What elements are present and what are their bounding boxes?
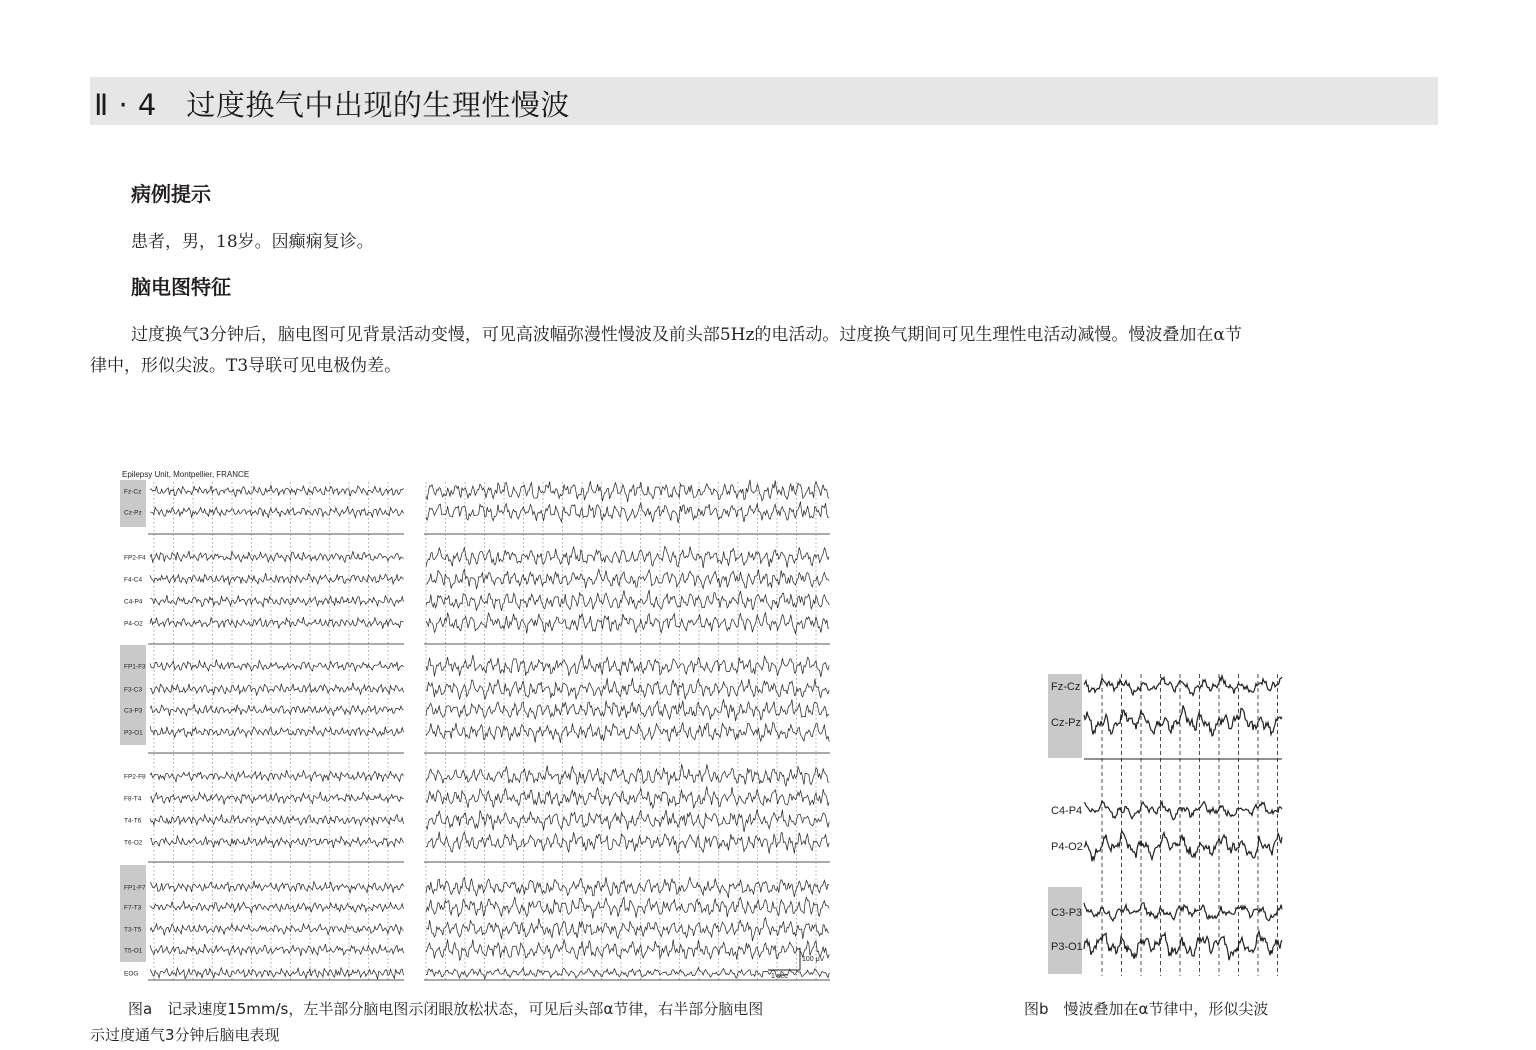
channel-label: C3-P3 [124, 707, 143, 715]
trace-right [426, 787, 829, 809]
trace-left [150, 704, 404, 716]
label-block-1 [1048, 887, 1082, 974]
trace-left [150, 924, 404, 936]
trace [1084, 931, 1282, 960]
channel-label: T5-O1 [124, 947, 143, 955]
label-block-0 [120, 480, 146, 527]
trace-right [426, 832, 829, 854]
trace-left [150, 573, 404, 585]
channel-label: T4-T6 [124, 817, 142, 825]
channel-label: Fz-Cz [124, 488, 142, 496]
channel-label: EOG [124, 970, 139, 978]
trace-right [426, 764, 829, 786]
channel-label: Cz-Pz [124, 509, 142, 517]
trace-right [426, 897, 829, 919]
trace-left [150, 836, 404, 848]
trace [1084, 801, 1282, 820]
trace-left [150, 682, 404, 695]
trace-right [426, 569, 829, 589]
eeg-source-label: Epilepsy Unit, Montpellier, FRANCE [122, 470, 250, 479]
channel-labels [1051, 681, 1083, 953]
trace-right [426, 590, 829, 611]
trace-right [426, 480, 829, 502]
eeg-traces [1084, 676, 1282, 960]
trace-right [426, 613, 829, 634]
trace [1084, 676, 1282, 696]
trace-right [426, 699, 829, 721]
trace-right [426, 968, 829, 979]
trace-left [150, 507, 404, 518]
channel-label: P3-O1 [124, 729, 143, 737]
trace-right [426, 809, 829, 832]
trace-right [426, 546, 829, 568]
trace-left [150, 617, 404, 629]
trace-right [426, 502, 829, 523]
channel-label: P4-O2 [1051, 841, 1083, 853]
eeg-figure-a [118, 468, 834, 984]
channel-label: C4-P4 [124, 598, 143, 606]
channel-label: T6-O2 [124, 839, 143, 847]
trace [1084, 705, 1282, 736]
eeg-features-heading: 脑电图特征 [131, 275, 231, 299]
eeg-features-text-line2: 律中，形似尖波。T3导联可见电极伪差。 [90, 356, 402, 376]
channel-label: F4-C4 [124, 576, 143, 584]
trace-left [150, 485, 404, 497]
figure-a-caption-line1: 图a 记录速度15mm/s，左半部分脑电图示闭眼放松状态，可见后头部α节律，右半部分脑电图 [128, 1000, 764, 1018]
trace-right [426, 939, 829, 960]
trace-left [150, 595, 404, 607]
channel-label: C4-P4 [1051, 805, 1083, 817]
trace-right [426, 918, 829, 941]
figure-a-caption-line2: 示过度通气3分钟后脑电表现 [90, 1026, 280, 1044]
channel-label: FP2-F8 [124, 773, 146, 781]
trace-right [426, 655, 829, 677]
figure-b-caption: 图b 慢波叠加在α节律中，形似尖波 [1024, 1000, 1269, 1018]
channel-label: FP2-F4 [124, 554, 146, 562]
page-title: Ⅱ · 4 过度换气中出现的生理性慢波 [94, 88, 570, 122]
channel-label: FP1-F3 [124, 663, 146, 671]
trace-right [426, 678, 829, 699]
channel-label: F7-T3 [124, 904, 142, 912]
channel-label: F8-T4 [124, 795, 142, 803]
trace-left [150, 726, 404, 738]
trace-left [150, 551, 404, 562]
trace-left [150, 944, 404, 956]
trace-left [150, 881, 404, 894]
channel-label: F3-C3 [124, 686, 143, 694]
case-text: 患者，男，18岁。因癫痫复诊。 [131, 232, 374, 252]
eeg-features-text-line1: 过度换气3分钟后，脑电图可见背景活动变慢，可见高波幅弥漫性慢波及前头部5Hz的电活动。过度换气期间可见生理性电活动减慢。慢波叠加在α节 [131, 325, 1242, 345]
trace-left [150, 792, 404, 805]
trace-left [150, 968, 404, 979]
trace-right [426, 722, 829, 743]
trace-left [150, 659, 404, 671]
trace-left [150, 901, 404, 913]
eeg-figure-b [1044, 672, 1288, 978]
channel-label: FP1-F7 [124, 884, 146, 892]
eeg-traces [150, 480, 829, 979]
trace-left [150, 814, 404, 825]
trace-left [150, 770, 404, 782]
time-scale-label: 1 sec [771, 973, 788, 980]
channel-label: P4-O2 [124, 620, 143, 628]
channel-label: P3-O1 [1051, 941, 1083, 953]
trace-right [426, 877, 829, 898]
channel-label: Fz-Cz [1051, 681, 1081, 693]
amplitude-scale-label: 100 μV [802, 956, 825, 963]
channel-label: Cz-Pz [1051, 717, 1081, 729]
channel-label: C3-P3 [1051, 907, 1083, 919]
channel-label: T3-T5 [124, 926, 142, 934]
trace [1084, 831, 1282, 861]
case-heading: 病例提示 [131, 182, 211, 206]
trace [1084, 903, 1282, 921]
